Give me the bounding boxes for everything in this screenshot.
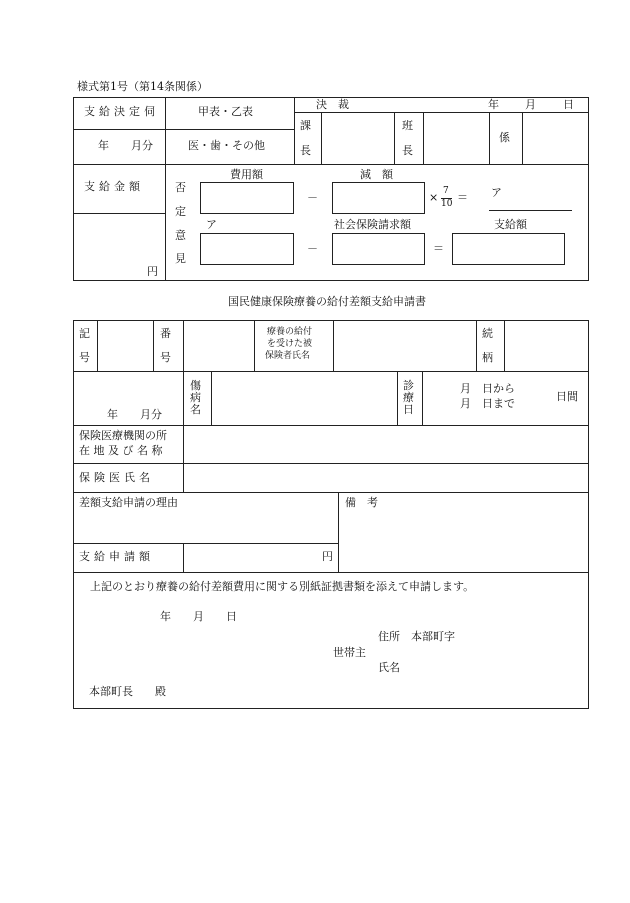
application-table: [73, 320, 589, 709]
kigo-char-1: 記: [79, 327, 90, 340]
remarks-label: 備 考: [345, 496, 378, 509]
cost-field[interactable]: [200, 182, 294, 214]
pay-amount-label: 支給金額: [84, 180, 144, 193]
addressee: 本部町長 殿: [89, 685, 166, 698]
institution-label-2: 在 地 及 び 名 称: [79, 444, 163, 457]
minus-sign-1: －: [307, 191, 318, 204]
doctor-label: 保険医氏名: [79, 471, 154, 484]
social-insurance-label: 社会保険請求額: [334, 218, 411, 231]
form-title: 国民健康保険療養の給付差額支給申請書: [228, 295, 426, 308]
cost-label: 費用額: [230, 168, 263, 181]
year-month-label: 年 月分: [98, 139, 153, 152]
shinryo-char-2: 療: [403, 391, 414, 404]
injury-char-2: 病: [190, 391, 201, 404]
yen-label-top: 円: [147, 265, 158, 278]
shinryo-char-1: 診: [403, 379, 414, 392]
cho-label-1: 長: [300, 144, 311, 157]
social-insurance-field[interactable]: [332, 233, 425, 265]
form-number: 様式第1号（第14条関係）: [77, 80, 208, 93]
ka-label: 課: [300, 119, 311, 132]
declaration-text: 上記のとおり療養の給付差額費用に関する別紙証拠書類を添えて申請します。: [90, 580, 475, 593]
han-label: 班: [402, 119, 413, 132]
minus-sign-2: －: [307, 242, 318, 255]
date-month: 月: [525, 98, 536, 111]
zokugara-char-1: 続: [482, 327, 493, 340]
request-amount-label: 支給申請額: [79, 550, 154, 563]
payout-field[interactable]: [452, 233, 565, 265]
reduce-label: 減 額: [360, 168, 393, 181]
sign-date: 年 月 日: [160, 610, 237, 623]
bango-char-2: 号: [160, 351, 171, 364]
period-year-month: 年 月分: [107, 408, 162, 421]
zokugara-char-2: 柄: [482, 351, 493, 364]
insurance-type: 医・歯・その他: [188, 139, 265, 152]
kakari-label: 係: [499, 131, 510, 144]
institution-label-1: 保険医療機関の所: [79, 429, 167, 442]
fraction-numerator: 7: [443, 186, 449, 196]
fraction-denominator: 10: [441, 199, 453, 209]
kigo-char-2: 号: [79, 351, 90, 364]
a-label-2: ア: [206, 218, 217, 231]
date-year: 年: [488, 98, 499, 111]
decision-date-label: 支給決定伺: [84, 105, 159, 118]
approval-char-3: 意: [175, 229, 186, 242]
times-sign: ×: [429, 191, 439, 204]
name-label: 氏名: [378, 661, 400, 674]
a-field[interactable]: [200, 233, 294, 265]
payout-label: 支給額: [494, 218, 527, 231]
a-label-1: ア: [491, 186, 502, 199]
reason-label: 差額支給申請の理由: [79, 496, 178, 509]
a-result-line: [489, 210, 572, 211]
request-yen-label: 円: [322, 550, 333, 563]
bango-char-1: 番: [160, 327, 171, 340]
equals-sign-1: ＝: [457, 191, 468, 204]
decision-label: 決 裁: [316, 98, 349, 111]
equals-sign-2: ＝: [433, 242, 444, 255]
approval-char-2: 定: [175, 205, 186, 218]
cho-label-2: 長: [402, 144, 413, 157]
recipient-label-3: 保険者氏名: [265, 351, 311, 361]
days-label: 日間: [556, 390, 578, 403]
approval-char-1: 否: [175, 181, 186, 194]
recipient-label-2: を受けた被: [267, 339, 313, 349]
reduce-field[interactable]: [332, 182, 425, 214]
table-type: 甲表・乙表: [198, 105, 253, 118]
injury-char-3: 名: [190, 403, 201, 416]
period-to: 月 日まで: [460, 397, 515, 410]
address-label: 住所 本部町字: [378, 630, 455, 643]
approval-char-4: 見: [175, 252, 186, 265]
date-day: 日: [563, 98, 574, 111]
shinryo-char-3: 日: [403, 403, 414, 416]
household-label: 世帯主: [333, 646, 366, 659]
period-from: 月 日から: [460, 382, 515, 395]
recipient-label-1: 療養の給付: [267, 327, 313, 337]
injury-char-1: 傷: [190, 379, 201, 392]
